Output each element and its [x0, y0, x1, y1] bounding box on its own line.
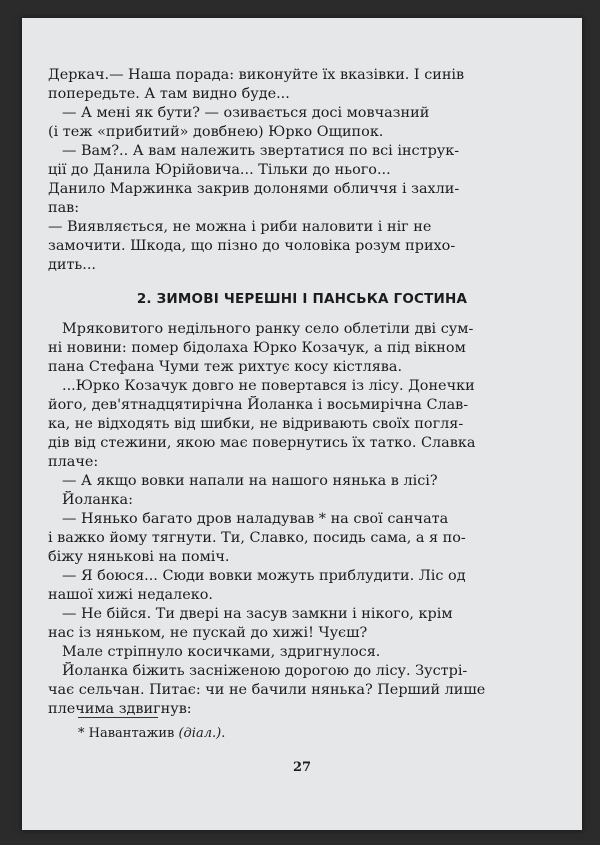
text-line: дів від стежини, якою має повернутись їх татко. Славка	[48, 435, 476, 451]
section-heading: 2. ЗИМОВІ ЧЕРЕШНІ І ПАНСЬКА ГОСТИНА	[136, 291, 468, 307]
text-line: Мряковитого недільного ранку село облетіли дві сум-	[62, 321, 474, 337]
footnote-mark: *	[78, 726, 89, 741]
text-line: плечима здвигнув:	[48, 701, 192, 717]
text-line: — Виявляється, не можна і риби наловити і ніг не	[48, 219, 432, 235]
text-line: — Нянько багато дров наладував * на свої санчата	[62, 511, 449, 527]
text-line: — А мені як бути? — озивається досі мовчазний	[62, 105, 430, 121]
main-text	[48, 320, 544, 719]
text-line: чає сельчан. Питає: чи не бачили нянька? Перший лише	[48, 682, 486, 698]
text-line: Данило Маржинка закрив долонями обличчя і захли-	[48, 181, 460, 197]
text-line: Мале стріпнуло косичками, здригнулося.	[62, 644, 381, 660]
text-line: пана Стефана Чуми теж рихтує косу кістлява.	[48, 359, 403, 375]
top-text	[48, 66, 544, 275]
text-line: ції до Данила Юрійовича... Тільки до нього...	[48, 162, 391, 178]
text-line: — Вам?.. А вам належить звертатися по всі інструк-	[62, 143, 460, 159]
footnote	[78, 726, 225, 741]
text-line: (і теж «прибитий» довбнею) Юрко Ощипок.	[48, 124, 384, 140]
text-line: — А якщо вовки напали на нашого нянька в лісі?	[62, 473, 438, 489]
text-line: попередьте. А там видно буде...	[48, 86, 290, 102]
text-line: дить...	[48, 257, 96, 273]
text-line: — Я боюся... Сюди вовки можуть приблудити. Ліс од	[62, 568, 466, 584]
page-number: 27	[292, 760, 312, 775]
book-page	[22, 18, 582, 830]
text-line: ...Юрко Козачук довго не повертався із лісу. Донечки	[62, 378, 475, 394]
text-line: його, дев'ятнадцятирічна Йоланка і восьмирічна Слав-	[48, 397, 469, 413]
text-line: Деркач.— Наша порада: виконуйте їх вказівки. І синів	[48, 67, 465, 83]
footnote-text: Навантажив	[88, 726, 179, 741]
text-line: — Не бійся. Ти двері на засув замкни і нікого, крім	[62, 606, 453, 622]
text-line: пав:	[48, 200, 80, 216]
text-line: нас із няньком, не пускай до хижі! Чуєш?	[48, 625, 368, 641]
text-line: біжу няньковi на поміч.	[48, 549, 230, 565]
text-line: Йоланка:	[62, 492, 133, 508]
footnote-note: (діал.)	[178, 726, 222, 741]
text-line: нашої хижі недалеко.	[48, 587, 213, 603]
text-line: ка, не відходять від шибки, не відривають своїх погля-	[48, 416, 464, 432]
text-line: і важко йому тягнути. Ти, Славко, посидь сама, а я по-	[48, 530, 466, 546]
footnote-tail: .	[221, 726, 226, 741]
text-line: ні новини: помер бідолаха Юрко Козачук, а під вікном	[48, 340, 466, 356]
text-line: замочити. Шкода, що пізно до чоловіка розум прихо-	[48, 238, 456, 254]
text-line: Йоланка біжить засніженою дорогою до лісу. Зустрі-	[62, 663, 468, 679]
footnote-divider	[78, 717, 158, 718]
text-line: плаче:	[48, 454, 99, 470]
